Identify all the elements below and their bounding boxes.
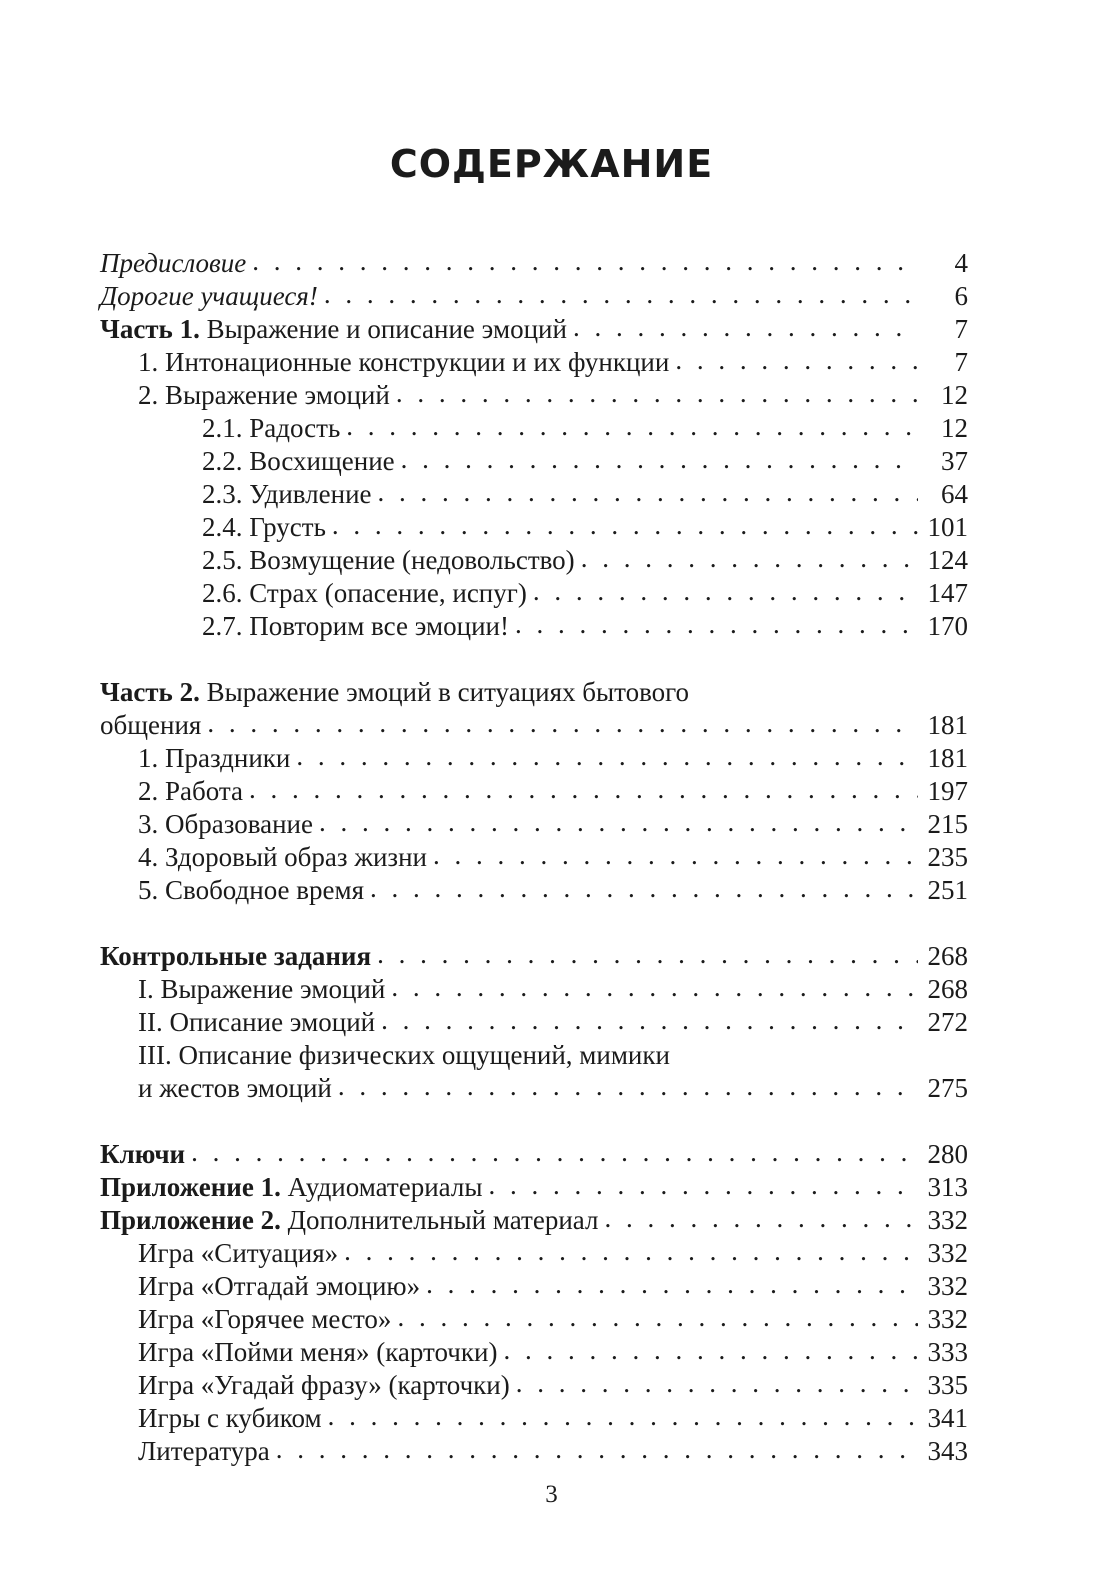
toc-entry-title: [138, 1039, 670, 1072]
toc-entry-text: 2.6. Страх (опасение, испуг): [202, 578, 527, 608]
toc-entry-text: Выражение эмоций в ситуациях бытового: [199, 677, 690, 707]
toc-entry[interactable]: [100, 775, 968, 808]
toc-entry-text: 5. Свободное время: [138, 875, 365, 905]
toc-entry[interactable]: [100, 412, 968, 445]
toc-entry-page: 147: [927, 578, 968, 608]
toc-entry[interactable]: [100, 1171, 968, 1204]
toc-entry-prefix: Ключи: [100, 1139, 186, 1169]
toc-entry-title: [138, 775, 243, 808]
dot-leader: [381, 1004, 918, 1037]
toc-entry[interactable]: [100, 577, 968, 610]
dot-leader: [328, 1400, 918, 1433]
toc-entry[interactable]: [100, 1402, 968, 1435]
toc-entry-text: Игра «Горячее место»: [138, 1304, 392, 1334]
toc-entry-text: общения: [100, 710, 202, 740]
toc-entry-text: 2.2. Восхищение: [202, 446, 395, 476]
dot-leader: [604, 1202, 918, 1235]
toc-entry-page: 313: [927, 1172, 968, 1202]
toc-entry-page: 251: [927, 875, 968, 905]
toc-entry-title: [100, 940, 371, 973]
toc-entry-title: [100, 1171, 483, 1204]
toc-entry-title: [138, 874, 364, 907]
toc-entry[interactable]: [100, 676, 968, 709]
toc-entry-title: [138, 808, 313, 841]
toc-entry-title: [202, 544, 575, 577]
toc-entry[interactable]: [100, 313, 968, 346]
toc-entry-page: 6: [954, 281, 968, 311]
toc-entry[interactable]: [100, 1138, 968, 1171]
toc-entry-title: [138, 1270, 420, 1303]
toc-entry-title: [100, 247, 246, 280]
toc-entry[interactable]: [100, 379, 968, 412]
toc-entry-text: 2.4. Грусть: [202, 512, 326, 542]
toc-entry-page: 181: [927, 743, 968, 773]
toc-entry[interactable]: [100, 742, 968, 775]
toc-entry-title: [138, 1006, 375, 1039]
dot-leader: [489, 1169, 919, 1202]
toc-entry-page: 272: [927, 1007, 968, 1037]
dot-leader: [346, 410, 918, 443]
toc-entry[interactable]: [100, 247, 968, 280]
dot-leader: [516, 1367, 918, 1400]
toc-entry-text: Дорогие учащиеся!: [100, 281, 318, 311]
toc-entry-text: I. Выражение эмоций: [138, 974, 386, 1004]
toc-entry-text: 2. Работа: [138, 776, 243, 806]
dot-leader: [377, 938, 918, 971]
toc-entry-page: 280: [927, 1139, 968, 1169]
toc-entry-page: 7: [954, 347, 968, 377]
toc-entry-title: [100, 1204, 598, 1237]
toc-entry-text: и жестов эмоций: [138, 1073, 332, 1103]
toc-entry-title: [138, 742, 290, 775]
toc-entry-title: [138, 973, 385, 1006]
toc-entry-page: 37: [941, 446, 968, 476]
toc-entry-title: [138, 1369, 510, 1402]
dot-leader: [207, 707, 918, 740]
toc-entry[interactable]: [100, 1237, 968, 1270]
dot-leader: [249, 773, 918, 806]
toc-entry-title: [202, 610, 509, 643]
toc-entry[interactable]: [100, 1303, 968, 1336]
toc-entry-prefix: Контрольные задания: [100, 941, 372, 971]
dot-leader: [370, 872, 918, 905]
dot-leader: [276, 1433, 918, 1466]
toc-entry-prefix: Приложение 1.: [100, 1172, 281, 1202]
toc-entry-title: [138, 1336, 497, 1369]
toc-entry[interactable]: [100, 544, 968, 577]
toc-entry-page: 170: [927, 611, 968, 641]
toc-entry-text: Предисловие: [100, 248, 247, 278]
dot-leader: [296, 740, 918, 773]
toc-entry-text: Литература: [138, 1436, 270, 1466]
toc-entry-page: 268: [927, 974, 968, 1004]
toc-entry[interactable]: [100, 808, 968, 841]
toc-entry[interactable]: [100, 1039, 968, 1072]
toc-entry-page: 332: [927, 1304, 968, 1334]
dot-leader: [191, 1136, 918, 1169]
dot-leader: [396, 377, 918, 410]
toc-entry-text: 1. Интонационные конструкции и их функции: [138, 347, 670, 377]
toc-entry[interactable]: [100, 940, 968, 973]
toc-entry-page: 268: [927, 941, 968, 971]
toc-entry-title: [138, 1072, 332, 1105]
toc-entry-page: 4: [954, 248, 968, 278]
dot-leader: [332, 509, 918, 542]
dot-leader: [338, 1070, 918, 1103]
toc-entry-title: [202, 445, 395, 478]
toc-entry-text: 2.1. Радость: [202, 413, 341, 443]
toc-entry-page: 181: [927, 710, 968, 740]
toc-entry-text: 2.5. Возмущение (недовольство): [202, 545, 575, 575]
toc-entry-page: 64: [941, 479, 968, 509]
page-title: СОДЕРЖАНИЕ: [389, 142, 714, 186]
toc-entry-page: 101: [927, 512, 968, 542]
toc-entry-title: [100, 313, 567, 346]
dot-leader: [252, 245, 918, 278]
toc-entry-page: 197: [927, 776, 968, 806]
toc-entry-prefix: Приложение 2.: [100, 1205, 281, 1235]
toc-entry[interactable]: [100, 841, 968, 874]
dot-leader: [503, 1334, 918, 1367]
page-number: 3: [545, 1481, 558, 1508]
toc-entry[interactable]: [100, 1270, 968, 1303]
dot-leader: [515, 608, 918, 641]
toc-entry[interactable]: [100, 445, 968, 478]
toc-entry-text: III. Описание физических ощущений, мимики: [138, 1040, 670, 1070]
toc-entry-text: 4. Здоровый образ жизни: [138, 842, 427, 872]
dot-leader: [324, 278, 918, 311]
dot-leader: [378, 476, 918, 509]
toc-entry-page: 12: [941, 380, 968, 410]
toc-entry[interactable]: [100, 1006, 968, 1039]
toc-entry-page: 12: [941, 413, 968, 443]
toc-entry-page: 332: [927, 1205, 968, 1235]
toc-entry-title: [138, 1402, 322, 1435]
dot-leader: [319, 806, 918, 839]
toc-entry-text: 2.3. Удивление: [202, 479, 372, 509]
toc-entry-text: Игра «Угадай фразу» (карточки): [138, 1370, 510, 1400]
toc-entry-title: [138, 841, 427, 874]
toc-entry[interactable]: [100, 874, 968, 907]
dot-leader: [391, 971, 918, 1004]
toc-entry-prefix: Часть 2.: [100, 677, 200, 707]
toc-entry[interactable]: [100, 280, 968, 313]
toc-entry-text: Игры с кубиком: [138, 1403, 322, 1433]
dot-leader: [426, 1268, 918, 1301]
toc-entry-title: [138, 379, 390, 412]
toc-entry-title: [100, 280, 318, 313]
toc-entry-title: [202, 478, 372, 511]
toc-entry[interactable]: [100, 1336, 968, 1369]
table-of-contents: [100, 247, 968, 1468]
toc-entry-text: 2. Выражение эмоций: [138, 380, 390, 410]
toc-entry[interactable]: [100, 709, 968, 742]
toc-entry-title: [202, 511, 326, 544]
toc-entry-page: 124: [927, 545, 968, 575]
dot-leader: [533, 575, 918, 608]
toc-entry-title: [138, 346, 669, 379]
toc-entry[interactable]: [100, 1435, 968, 1468]
toc-entry[interactable]: [100, 478, 968, 511]
toc-entry-page: 235: [927, 842, 968, 872]
toc-entry-text: Игра «Пойми меня» (карточки): [138, 1337, 498, 1367]
toc-entry-title: [100, 676, 689, 709]
toc-entry[interactable]: [100, 610, 968, 643]
toc-entry-text: Игра «Отгадай эмоцию»: [138, 1271, 421, 1301]
toc-entry-title: [100, 1138, 185, 1171]
toc-entry-page: 275: [927, 1073, 968, 1103]
toc-entry-page: 332: [927, 1238, 968, 1268]
toc-entry-text: Аудиоматериалы: [280, 1172, 483, 1202]
toc-entry-text: Дополнительный материал: [280, 1205, 599, 1235]
toc-entry-title: [138, 1303, 391, 1336]
toc-entry-title: [138, 1237, 338, 1270]
toc-entry-title: [202, 412, 340, 445]
toc-entry[interactable]: [100, 973, 968, 1006]
toc-entry[interactable]: [100, 1369, 968, 1402]
toc-entry-page: 335: [927, 1370, 968, 1400]
dot-leader: [433, 839, 918, 872]
toc-entry[interactable]: [100, 1072, 968, 1105]
toc-entry-page: 343: [927, 1436, 968, 1466]
toc-entry-page: 7: [954, 314, 968, 344]
toc-entry[interactable]: [100, 1204, 968, 1237]
toc-entry-text: Выражение и описание эмоций: [199, 314, 567, 344]
toc-entry-title: [202, 577, 527, 610]
toc-entry-text: 2.7. Повторим все эмоции!: [202, 611, 509, 641]
toc-entry-page: 332: [927, 1271, 968, 1301]
toc-entry-text: II. Описание эмоций: [138, 1007, 376, 1037]
toc-entry-page: 341: [927, 1403, 968, 1433]
toc-entry-page: 333: [927, 1337, 968, 1367]
dot-leader: [401, 443, 918, 476]
toc-entry[interactable]: [100, 346, 968, 379]
dot-leader: [675, 344, 918, 377]
toc-entry-page: 215: [927, 809, 968, 839]
toc-entry-prefix: Часть 1.: [100, 314, 200, 344]
toc-entry-text: Игра «Ситуация»: [138, 1238, 339, 1268]
toc-entry-title: [138, 1435, 270, 1468]
dot-leader: [344, 1235, 918, 1268]
toc-entry-title: [100, 709, 201, 742]
dot-leader: [573, 311, 918, 344]
toc-entry-text: 1. Праздники: [138, 743, 291, 773]
toc-entry[interactable]: [100, 511, 968, 544]
dot-leader: [581, 542, 918, 575]
toc-entry-text: 3. Образование: [138, 809, 313, 839]
dot-leader: [397, 1301, 918, 1334]
